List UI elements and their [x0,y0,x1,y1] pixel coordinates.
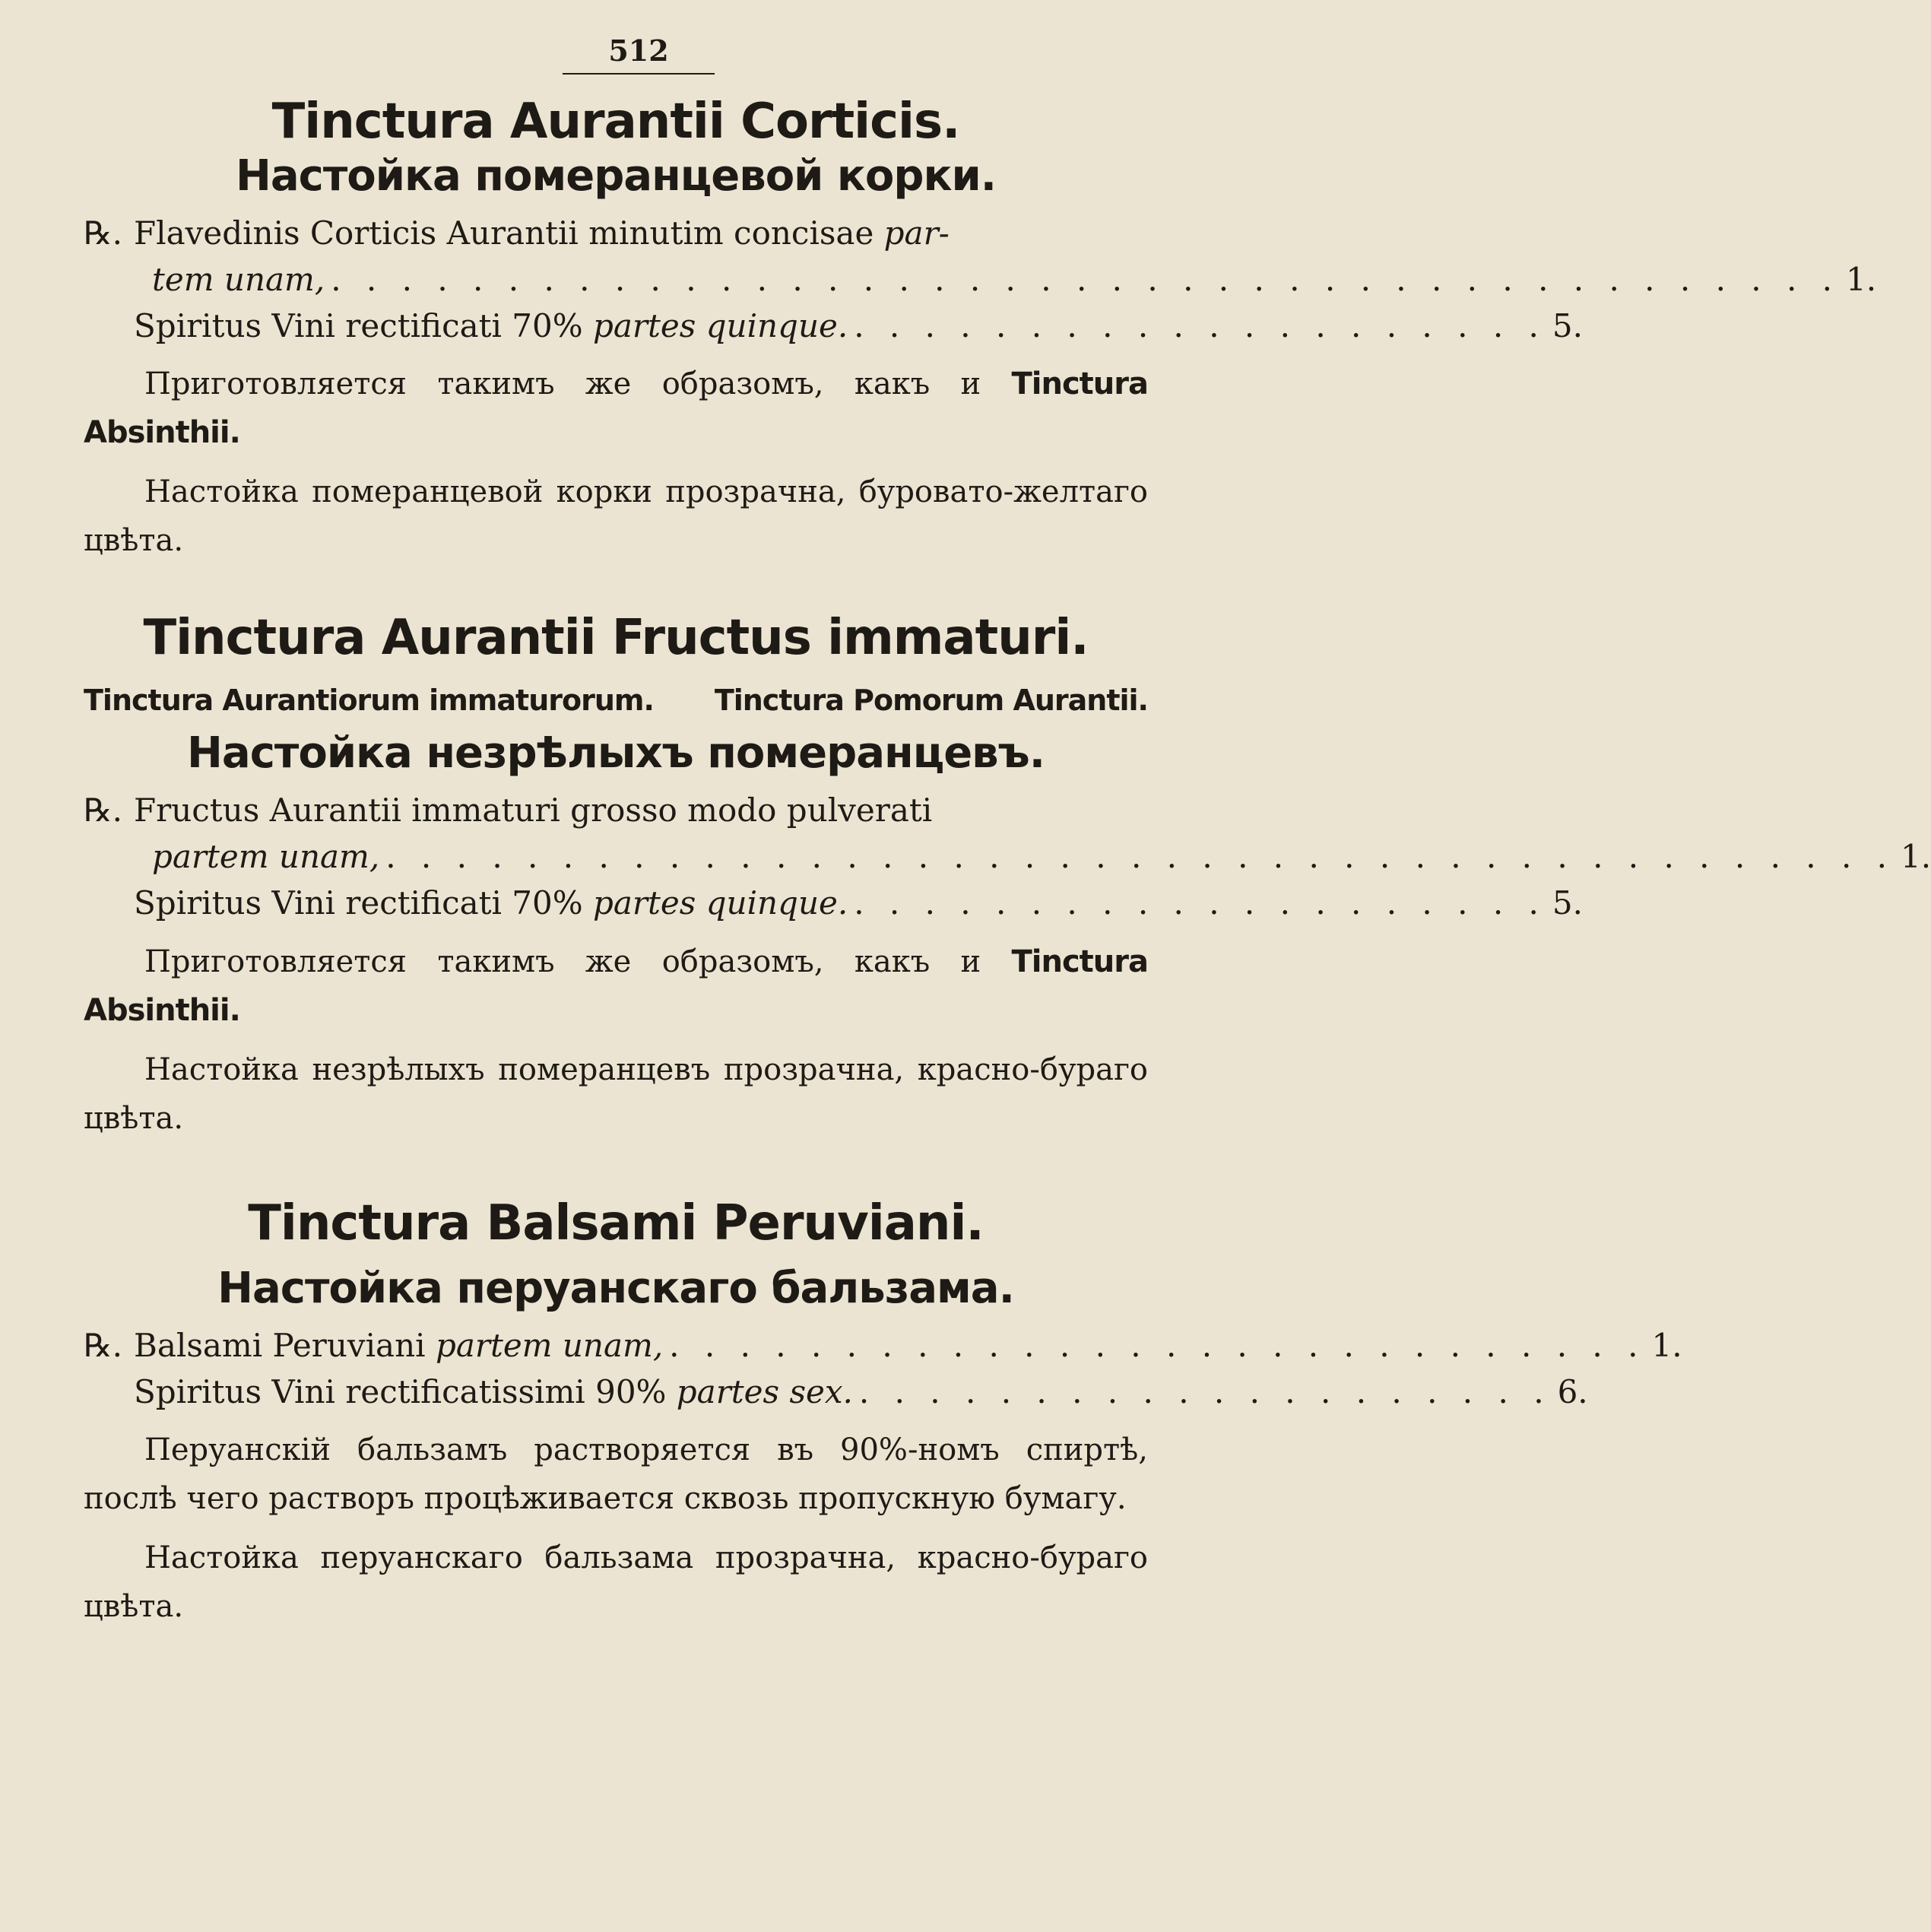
recipe-line [84,1323,1682,1369]
recipe [84,1323,1682,1416]
cross-reference: Tinctura Absinthii. [84,366,1148,451]
recipe-amount-text: partes sex. [676,1372,853,1410]
leader-dots: . . . . . . . . . . . . . . . . . . . . [854,884,1546,922]
section-title: Tinctura Balsami Peruviani. [248,1194,984,1252]
synonym: Tinctura Aurantiorum immaturorum. [84,684,654,718]
paragraph: Настойка померанцевой корки прозрачна, буровато-желтаго цвѣта. [84,474,1148,559]
recipe-ingredient: Spiritus Vini rectificatissimi 90% [134,1372,677,1410]
recipe-quantity: 5. [1552,306,1583,344]
leader-dots: . . . . . . . . . . . . . . . . . . . . . . . . . . . . . . . . . . . . . . . . . . . [331,260,1841,298]
recipe-amount-text: partes quinque. [593,884,848,922]
recipe-amount-text: par- [883,214,950,252]
recipe-amount-text: partes quinque. [593,306,848,344]
paragraph: Приготовляется такимъ же образомъ, какъ и Tinctura Absinthii. [84,944,1148,1028]
paragraph: Приготовляется такимъ же образомъ, какъ и Tinctura Absinthii. [84,366,1148,451]
recipe-line [84,257,1877,303]
section-tinctura-aurantii-corticis [84,94,1877,565]
recipe-quantity: 5. [1552,884,1583,922]
recipe-line [84,834,1931,880]
recipe-line [84,211,1148,257]
recipe-symbol: ℞. [84,1326,123,1364]
leader-dots: . . . . . . . . . . . . . . . . . . . . [854,306,1546,344]
paragraph: Настойка перуанскаго бальзама прозрачна, красно-бураго цвѣта. [84,1540,1148,1625]
cross-reference: Tinctura Absinthii. [84,944,1148,1028]
recipe-amount-text: partem unam, [152,838,380,876]
recipe-symbol: ℞. [84,214,123,252]
recipe-line [84,788,1148,834]
leader-dots: . . . . . . . . . . . . . . . . . . . . [858,1372,1552,1410]
section-title: Tinctura Aurantii Fructus immaturi. [143,610,1089,667]
leader-dots: . . . . . . . . . . . . . . . . . . . . . . . . . . . . . . . . . . . . . . . . . . . [385,838,1895,876]
recipe [84,788,1931,927]
synonym: Tinctura Pomorum Aurantii. [714,684,1148,718]
section-tinctura-aurantii-fructus [84,610,1931,1142]
recipe-line [84,880,1583,927]
paragraph: Перуанскій бальзамъ растворяется въ 90%-номъ спиртѣ, послѣ чего растворъ процѣживается сквозь пропускную бумагу. [84,1432,1148,1517]
recipe [84,211,1877,350]
recipe-quantity: 1. [1651,1326,1682,1364]
recipe-quantity: 1. [1901,838,1931,876]
recipe-symbol: ℞. [84,792,123,830]
recipe-line [84,303,1583,350]
recipe-amount-text: tem unam, [152,260,325,298]
recipe-ingredient: Spiritus Vini rectificati 70% [134,306,593,344]
page-number: 512 [563,36,715,75]
synonyms [84,684,1148,717]
recipe-ingredient: Flavedinis Corticis Aurantii minutim concisae [134,214,884,252]
recipe-line [84,1369,1588,1416]
recipe-quantity: 1. [1846,260,1877,298]
recipe-ingredient: Balsami Peruviani [134,1326,436,1364]
section-subtitle: Настойка незрѣлыхъ померанцевъ. [187,728,1045,779]
section-tinctura-balsami-peruviani [84,1194,1682,1632]
recipe-ingredient: Fructus Aurantii immaturi grosso modo pulverati [134,792,933,830]
recipe-quantity: 6. [1557,1372,1588,1410]
paragraph: Настойка незрѣлыхъ померанцевъ прозрачна, красно-бураго цвѣта. [84,1052,1148,1136]
section-subtitle: Настойка померанцевой корки. [235,151,996,201]
leader-dots: . . . . . . . . . . . . . . . . . . . . . . . . . . . . [669,1326,1646,1364]
recipe-ingredient: Spiritus Vini rectificati 70% [134,884,593,922]
recipe-amount-text: partem unam, [435,1326,664,1364]
section-subtitle: Настойка перуанскаго бальзама. [217,1263,1014,1313]
section-title: Tinctura Aurantii Corticis. [271,94,960,150]
